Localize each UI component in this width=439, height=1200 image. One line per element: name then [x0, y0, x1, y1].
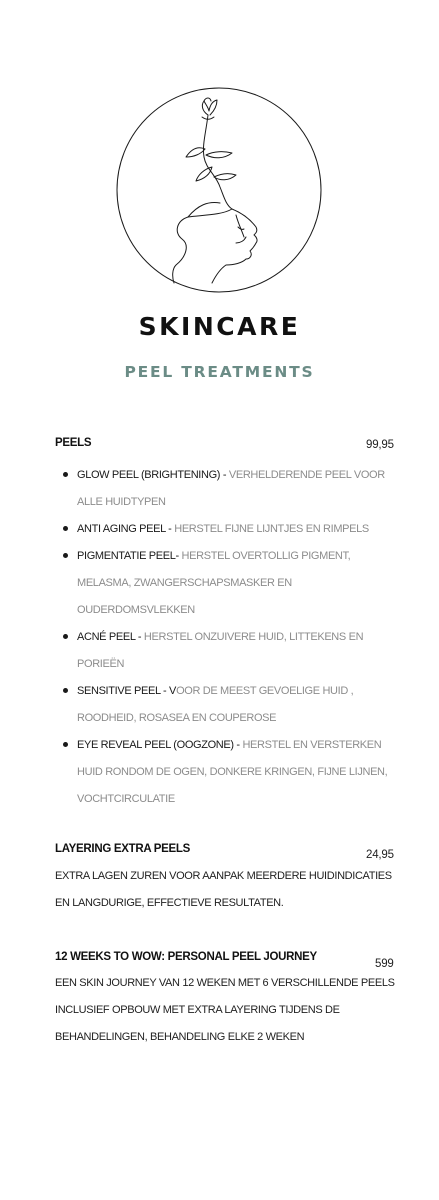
- list-item: [55, 678, 395, 732]
- journey-description: EEN SKIN JOURNEY VAN 12 WEKEN MET 6 VERSCHILLENDE PEELS INCLUSIEF OPBOUW MET EXTRA LAYERING TIJDENS DE BEHANDELINGEN, BEHANDELING ELKE 2 WEKEN: [55, 977, 395, 1043]
- item-name: ANTI AGING PEEL -: [77, 523, 175, 535]
- peel-list: [55, 462, 395, 813]
- price-peels: 99,95: [366, 439, 394, 451]
- page-title: SKINCARE: [138, 312, 301, 341]
- list-item: [55, 516, 395, 543]
- item-description: HERSTEL EN VERSTERKEN HUID RONDOM DE OGEN, DONKERE KRINGEN, FIJNE LIJNEN, VOCHTCIRCULATIE: [77, 739, 388, 805]
- list-item: [55, 732, 395, 813]
- layering-description: EXTRA LAGEN ZUREN VOOR AANPAK MEERDERE HUIDINDICATIES EN LANGDURIGE, EFFECTIEVE RESULTATEN.: [55, 870, 392, 909]
- price-layering: 24,95: [366, 849, 394, 861]
- item-name: GLOW PEEL (BRIGHTENING) -: [77, 469, 229, 481]
- list-item: [55, 624, 395, 678]
- section-heading-peels: PEELS: [55, 437, 92, 449]
- item-description: OOR DE MEEST GEVOELIGE HUID , ROODHEID, ROSASEA EN COUPEROSE: [77, 685, 354, 724]
- page-subtitle: PEEL TREATMENTS: [124, 363, 315, 381]
- woman-face-flower-logo-icon: [116, 87, 322, 293]
- item-description: HERSTEL ONZUIVERE HUID, LITTEKENS EN PORIEËN: [77, 631, 364, 670]
- section-heading-journey: 12 WEEKS TO WOW: PERSONAL PEEL JOURNEY: [55, 951, 317, 963]
- item-description: VERHELDERENDE PEEL VOOR ALLE HUIDTYPEN: [77, 469, 385, 508]
- list-item: [55, 543, 395, 624]
- item-name: ACNÉ PEEL -: [77, 631, 144, 643]
- item-description: HERSTEL FIJNE LIJNTJES EN RIMPELS: [174, 523, 369, 535]
- item-name: EYE REVEAL PEEL (OOGZONE) -: [77, 739, 243, 751]
- item-description: HERSTEL OVERTOLLIG PIGMENT, MELASMA, ZWANGERSCHAPSMASKER EN OUDERDOMSVLEKKEN: [77, 550, 351, 616]
- item-name: PIGMENTATIE PEEL-: [77, 550, 182, 562]
- price-journey: 599: [375, 958, 394, 970]
- section-heading-layering: LAYERING EXTRA PEELS: [55, 843, 191, 855]
- item-name: SENSITIVE PEEL - V: [77, 685, 177, 697]
- list-item: [55, 462, 395, 516]
